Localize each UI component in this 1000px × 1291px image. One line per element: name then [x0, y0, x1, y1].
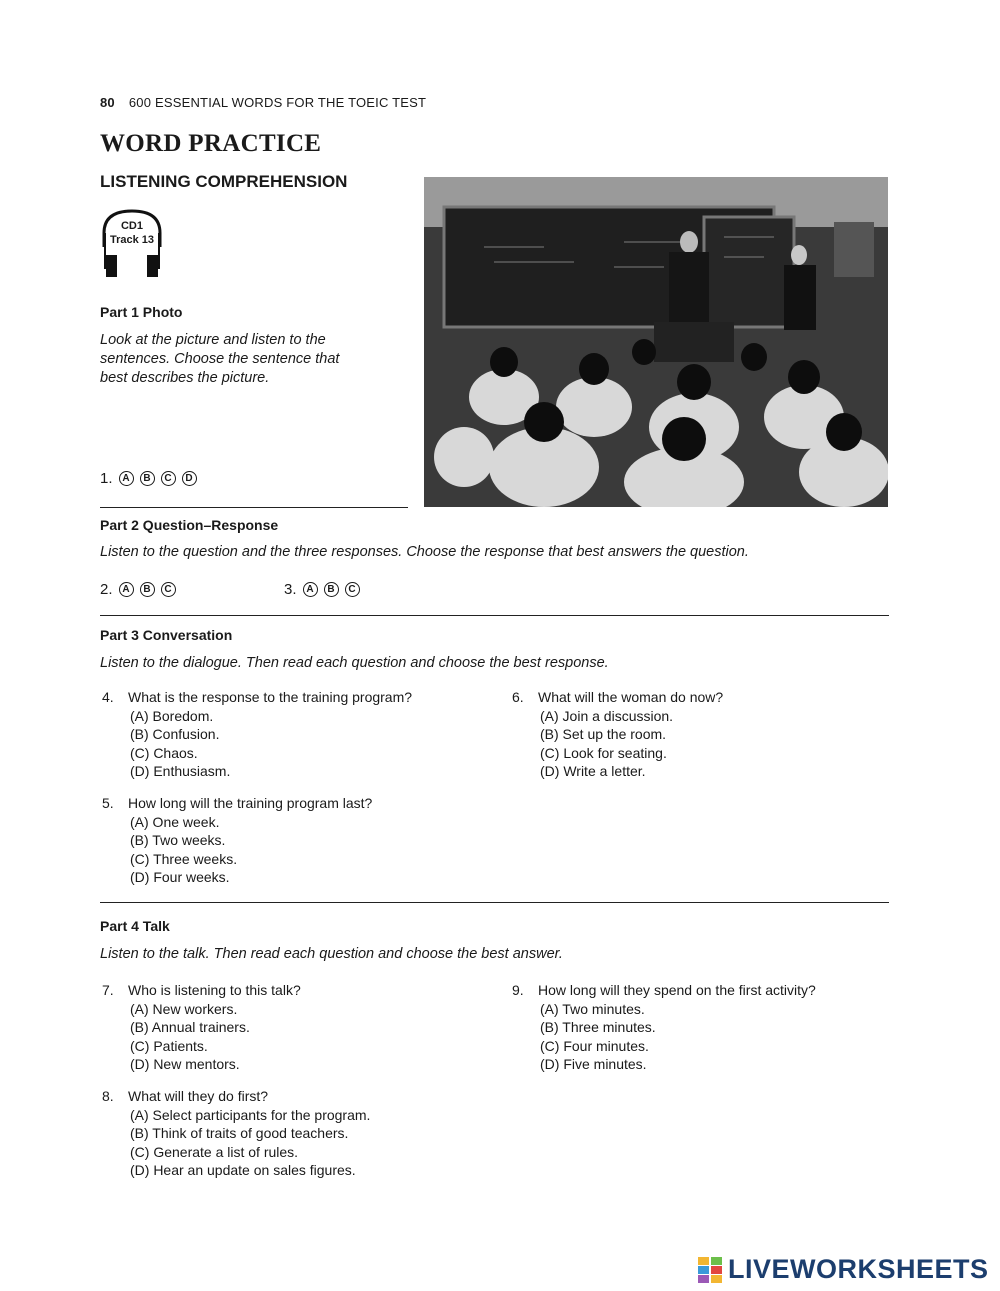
option[interactable]: (C) Patients.	[130, 1037, 208, 1054]
question-text: How long will the training program last?	[128, 795, 373, 811]
question-8	[102, 1087, 370, 1180]
option[interactable]: (C) Three weeks.	[130, 850, 238, 867]
option[interactable]: (D) Four weeks.	[130, 869, 230, 885]
question-9	[512, 981, 816, 1074]
option[interactable]: (C) Look for seating.	[540, 744, 667, 761]
question-number: 4.	[102, 689, 114, 705]
bubble-c[interactable]: C	[161, 582, 176, 597]
bubble-c[interactable]: C	[161, 471, 176, 486]
cd-label: CD1	[120, 220, 143, 232]
part3-instructions: Listen to the dialogue. Then read each question and choose the best response.	[100, 655, 609, 671]
part4-instructions: Listen to the talk. Then read each question and choose the best answer.	[100, 946, 563, 962]
answer-number: 3.	[284, 581, 297, 598]
book-title: 600 ESSENTIAL WORDS FOR THE TOEIC TEST	[128, 95, 427, 110]
part2-instructions: Listen to the question and the three responses. Choose the response that best answers the question.	[100, 544, 749, 560]
bubble-a[interactable]: A	[119, 582, 134, 597]
question-number: 7.	[102, 982, 114, 998]
answer-row-2	[100, 581, 176, 598]
option[interactable]: (D) New mentors.	[130, 1056, 240, 1072]
option[interactable]: (B) Think of traits of good teachers.	[130, 1125, 349, 1141]
part3-heading: Part 3 Conversation	[100, 627, 233, 643]
page-title: WORD PRACTICE	[100, 130, 322, 157]
question-text: How long will they spend on the first activity?	[538, 982, 816, 998]
option[interactable]: (B) Confusion.	[130, 726, 220, 742]
option[interactable]: (B) Three minutes.	[540, 1019, 656, 1035]
divider	[100, 615, 889, 616]
liveworksheets-logo	[698, 1254, 989, 1285]
option[interactable]: (A) Join a discussion.	[540, 707, 674, 724]
option[interactable]: (C) Four minutes.	[540, 1037, 649, 1054]
answer-row-3	[284, 581, 360, 598]
classroom-photo	[424, 177, 888, 507]
divider	[100, 507, 408, 508]
bubble-a[interactable]: A	[119, 471, 134, 486]
option[interactable]: (C) Chaos.	[130, 744, 198, 761]
divider	[100, 902, 889, 903]
question-6	[512, 688, 723, 781]
option[interactable]: (D) Hear an update on sales figures.	[130, 1162, 356, 1178]
running-header	[100, 95, 426, 110]
option[interactable]: (C) Generate a list of rules.	[130, 1143, 299, 1160]
part1-instructions: Look at the picture and listen to the sentences. Choose the sentence that best describes the picture.	[100, 332, 340, 386]
answer-number: 2.	[100, 581, 113, 598]
option[interactable]: (B) Annual trainers.	[130, 1019, 250, 1035]
logo-text: LIVEWORKSHEETS	[728, 1254, 989, 1284]
bubble-d[interactable]: D	[182, 471, 197, 486]
question-text: What is the response to the training program?	[128, 689, 413, 705]
logo-blocks-icon	[698, 1257, 722, 1283]
option[interactable]: (B) Set up the room.	[540, 726, 667, 742]
headphones-icon	[100, 207, 164, 279]
answer-row-1	[100, 470, 197, 487]
answer-number: 1.	[100, 470, 113, 487]
bubble-b[interactable]: B	[140, 582, 155, 597]
option[interactable]: (D) Five minutes.	[540, 1056, 647, 1072]
option[interactable]: (A) One week.	[130, 813, 220, 830]
question-text: What will the woman do now?	[538, 689, 724, 705]
bubble-b[interactable]: B	[140, 471, 155, 486]
bubble-c[interactable]: C	[345, 582, 360, 597]
part4-heading: Part 4 Talk	[100, 918, 170, 934]
option[interactable]: (D) Enthusiasm.	[130, 763, 231, 779]
bubble-b[interactable]: B	[324, 582, 339, 597]
page-number: 80	[100, 95, 115, 110]
option[interactable]: (D) Write a letter.	[540, 763, 646, 779]
question-number: 6.	[512, 689, 524, 705]
question-7	[102, 981, 301, 1074]
option[interactable]: (A) Select participants for the program.	[130, 1106, 371, 1123]
option[interactable]: (A) Two minutes.	[540, 1000, 645, 1017]
question-number: 8.	[102, 1088, 114, 1104]
question-4	[102, 688, 412, 781]
track-label: Track 13	[109, 234, 155, 246]
question-5	[102, 794, 372, 887]
bubble-a[interactable]: A	[303, 582, 318, 597]
question-text: Who is listening to this talk?	[128, 982, 301, 998]
question-number: 5.	[102, 795, 114, 811]
section-title: LISTENING COMPREHENSION	[100, 172, 348, 191]
part2-heading: Part 2 Question–Response	[100, 517, 279, 533]
option[interactable]: (A) Boredom.	[130, 707, 214, 724]
option[interactable]: (A) New workers.	[130, 1000, 238, 1017]
option[interactable]: (B) Two weeks.	[130, 832, 226, 848]
part1-heading: Part 1 Photo	[100, 304, 183, 320]
question-text: What will they do first?	[128, 1088, 269, 1104]
question-number: 9.	[512, 982, 524, 998]
